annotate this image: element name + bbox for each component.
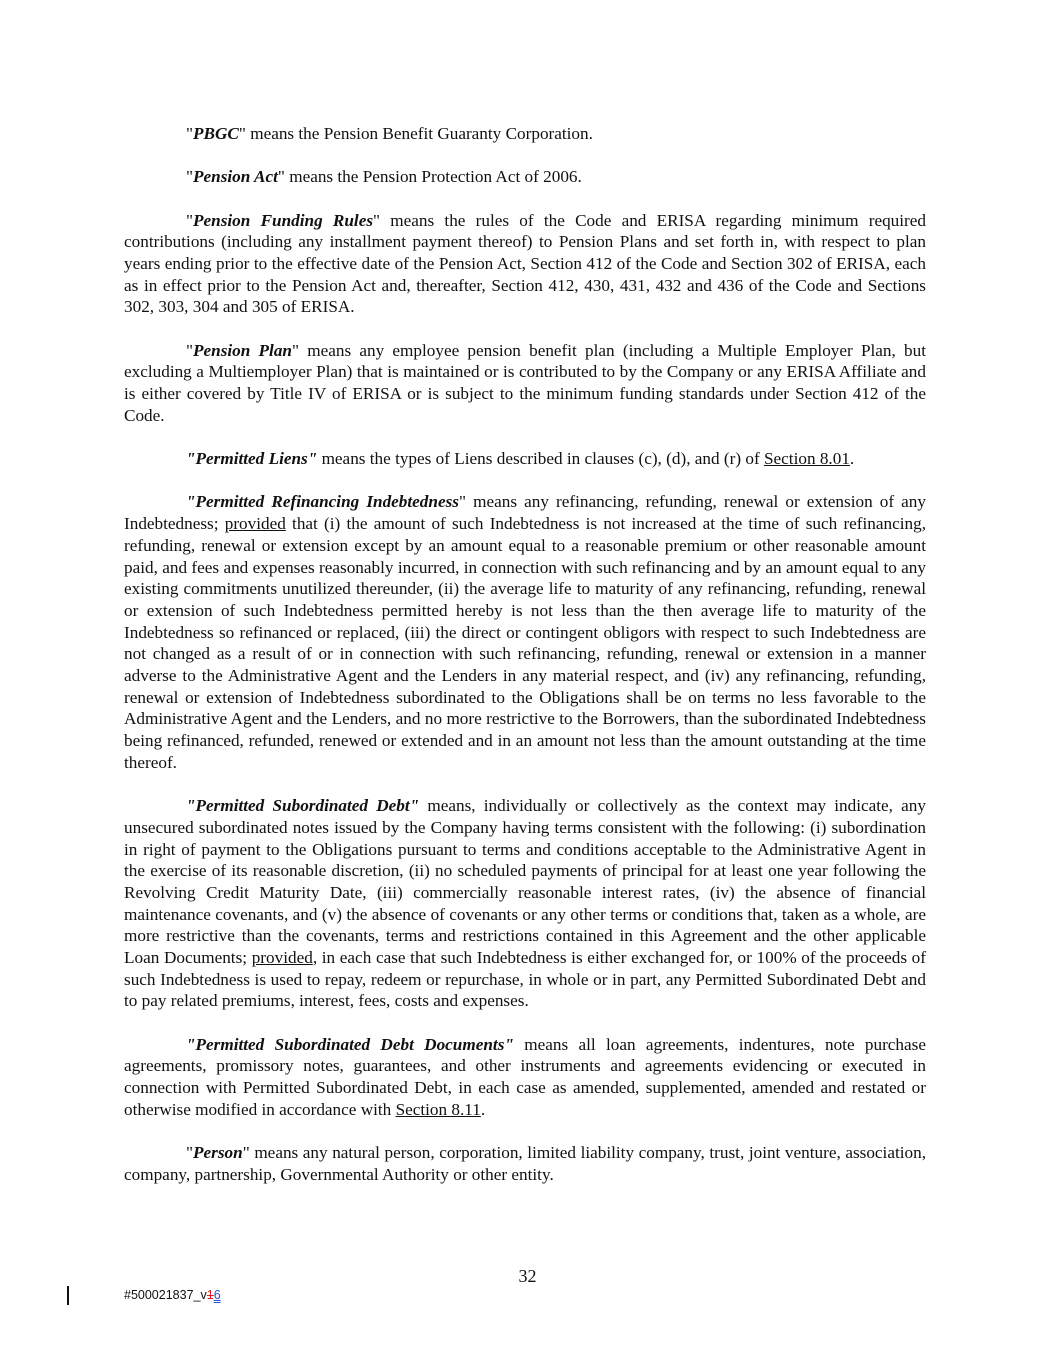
- inserted-version: 6: [213, 1288, 221, 1302]
- defined-term: "Permitted Subordinated Debt Documents": [186, 1034, 514, 1054]
- definition-text: means any employee pension benefit plan (including a Multiple Employer Plan, but excluding a Multiemployer Plan) that is maintained or is contributed to by the Company or any ERISA Affiliate and is either covered by Title IV of ERISA or is subject to the minimum funding standards under Section 412 of the Code.: [124, 340, 926, 425]
- definition-text: , in each case that such Indebtedness is either exchanged for, or 100% of the proceeds of such Indebtedness is used to repay, redeem or repurchase, in whole or in part, any Permitted Subordinated Debt and to pay related premiums, interest, fees, costs and expenses.: [124, 948, 927, 1011]
- definition-text: means all loan agreements, indentures, note purchase agreements, promissory notes, guarantees, and other instruments and agreements evidencing or executed in connection with Permitted Subordinated Debt, in each case as amended, supplemented, amended and restated or otherwise modified in accordance with: [124, 1034, 926, 1119]
- defined-term: Pension Act: [193, 167, 278, 187]
- definition-pbgc: "PBGC" means the Pension Benefit Guaranty Corporation.: [186, 124, 593, 143]
- section-reference: Section 8.01: [763, 449, 850, 469]
- definition-text: means the rules of the Code and ERISA regarding minimum required contributions (including any installment payment thereof) to Pension Plans and set forth in, with respect to plan years ending prior to the effective date of the Pension Act, Section 412 of the Code and Section 302 of ERISA, each as in effect prior to the Pension Act and, thereafter, Section 412, 430, 431, 432 and 436 of the Code and Sections 302, 303, 304 and 305 of ERISA.: [124, 210, 926, 317]
- definition-text: means the types of Liens described in clauses (c), (d), and (r) of: [317, 449, 764, 469]
- document-id-footer: [124, 1288, 221, 1302]
- revision-change-bar: [67, 1286, 69, 1305]
- section-reference: Section 8.11: [395, 1099, 481, 1119]
- definition-text: that (i) the amount of such Indebtedness is not increased at the time of such refinancing, refunding, renewal or extension except by an amount equal to a reasonable premium or other reasonable amount paid, and fees and expenses reasonably incurred, in connection with such refinancing and by an amount equal to any existing commitments unutilized thereunder, (ii) the average life to maturity of any refinancing, refunding, renewal or extension of such Indebtedness permitted hereby is not less than the then average life to maturity of the Indebtedness so refinanced or replaced, (iii) the direct or contingent obligors with respect to such Indebtedness are not changed as a result of or in connection with such refinancing, refunding, renewal or extension in a manner adverse to the Administrative Agent and the Lenders in any material respect, and (iv) any refinancing, refunding, renewal or extension of Indebtedness subordinated to the Obligations shall be on terms no less favorable to the Administrative Agent and the Lenders, and no more restrictive to the Borrowers, than the subordinated Indebtedness being refinanced, refunded, renewed or extended and in an amount not less than the amount outstanding at the time thereof.: [124, 514, 926, 772]
- defined-term: Pension Funding Rules: [193, 210, 374, 230]
- definition-permitted-refinancing-indebtedness: "Permitted Refinancing Indebtedness" means any refinancing, refunding, renewal or extension of any Indebtedness; provided that (i) the amount of such Indebtedness is not increased at the time of such refinancing, refunding, renewal or extension except by an amount equal to a reasonable premium or other reasonable amount paid, and fees and expenses reasonably incurred, in connection with such refinancing and by an amount equal to any existing commitments unutilized thereunder, (ii) the average life to maturity of any refinancing, refunding, renewal or extension of such Indebtedness permitted hereby is not less than the then average life to maturity of the Indebtedness so refinanced or replaced, (iii) the direct or contingent obligors with respect to such Indebtedness are not changed as a result of or in connection with such refinancing, refunding, renewal or extension in a manner adverse to the Administrative Agent and the Lenders in any material respect, and (iv) any refinancing, refunding, renewal or extension of Indebtedness subordinated to the Obligations shall be on terms no less favorable to the Administrative Agent and the Lenders, and no more restrictive to the Borrowers, than the subordinated Indebtedness being refinanced, refunded, renewed or extended and in an amount not less than the amount outstanding at the time thereof.: [124, 492, 926, 772]
- provided-proviso: provided: [251, 948, 313, 968]
- definition-permitted-subordinated-debt-documents: "Permitted Subordinated Debt Documents" means all loan agreements, indentures, note purchase agreements, promissory notes, guarantees, and other instruments and agreements evidencing or executed in connection with Permitted Subordinated Debt, in each case as amended, supplemented, amended and restated or otherwise modified in accordance with Section 8.11.: [124, 1034, 926, 1119]
- page-number: 32: [518, 1266, 537, 1286]
- doc-id-prefix: #500021837_v: [124, 1288, 207, 1302]
- definition-pension-plan: "Pension Plan" means any employee pension benefit plan (including a Multiple Employer Plan, but excluding a Multiemployer Plan) that is maintained or is contributed to by the Company or any ERISA Affiliate and is either covered by Title IV of ERISA or is subject to the minimum funding standards under Section 412 of the Code.: [124, 340, 926, 425]
- definition-person: "Person" means any natural person, corporation, limited liability company, trust, joint venture, association, company, partnership, Governmental Authority or other entity.: [124, 1143, 926, 1184]
- definition-permitted-subordinated-debt: [124, 795, 926, 1012]
- definition-text: means the Pension Benefit Guaranty Corporation.: [245, 124, 593, 143]
- definition-text: means any refinancing, refunding, renewal or extension of any Indebtedness;: [124, 492, 926, 534]
- defined-term: "Permitted Refinancing Indebtedness: [186, 492, 459, 512]
- definition-text: means the Pension Protection Act of 2006.: [284, 167, 582, 187]
- definition-text: means, individually or collectively as the context may indicate, any unsecured subordinated notes issued by the Company having terms consistent with the following: (i) subordination in right of payment to the Obligations pursuant to terms and conditions acceptable to the Administrative Agent in the exercise of its reasonable discretion, (ii) no scheduled payments of principal for at least one year following the Revolving Credit Maturity Date, (iii) commercially reasonable interest rates, (iv) the absence of financial maintenance covenants, and (v) the absence of covenants or any other terms or conditions that, taken as a whole, are more restrictive than the covenants, terms and restrictions contained in this Agreement and the other applicable Loan Documents;: [124, 796, 926, 968]
- defined-term: Person: [193, 1143, 243, 1163]
- definition-text: means any natural person, corporation, limited liability company, trust, joint venture, association, company, partnership, Governmental Authority or other entity.: [124, 1143, 926, 1184]
- definitions-section: [124, 123, 926, 1207]
- deleted-version: 1: [206, 1288, 214, 1302]
- defined-term: "Permitted Subordinated Debt": [186, 796, 420, 816]
- definition-pension-funding-rules: "Pension Funding Rules" means the rules of the Code and ERISA regarding minimum required contributions (including any installment payment thereof) to Pension Plans and set forth in, with respect to plan years ending prior to the effective date of the Pension Act, Section 412 of the Code and Section 302 of ERISA, each as in effect prior to the Pension Act and, thereafter, Section 412, 430, 431, 432 and 436 of the Code and Sections 302, 303, 304 and 305 of ERISA.: [124, 210, 926, 317]
- definition-pension-act: "Pension Act" means the Pension Protection Act of 2006.: [186, 167, 582, 187]
- defined-term: "Permitted Liens": [186, 449, 318, 469]
- defined-term: PBGC: [193, 124, 239, 143]
- provided-proviso: provided: [224, 514, 286, 534]
- defined-term: Pension Plan: [193, 340, 292, 360]
- definition-permitted-liens: "Permitted Liens" means the types of Liens described in clauses (c), (d), and (r) of Section 8.01.: [186, 449, 855, 469]
